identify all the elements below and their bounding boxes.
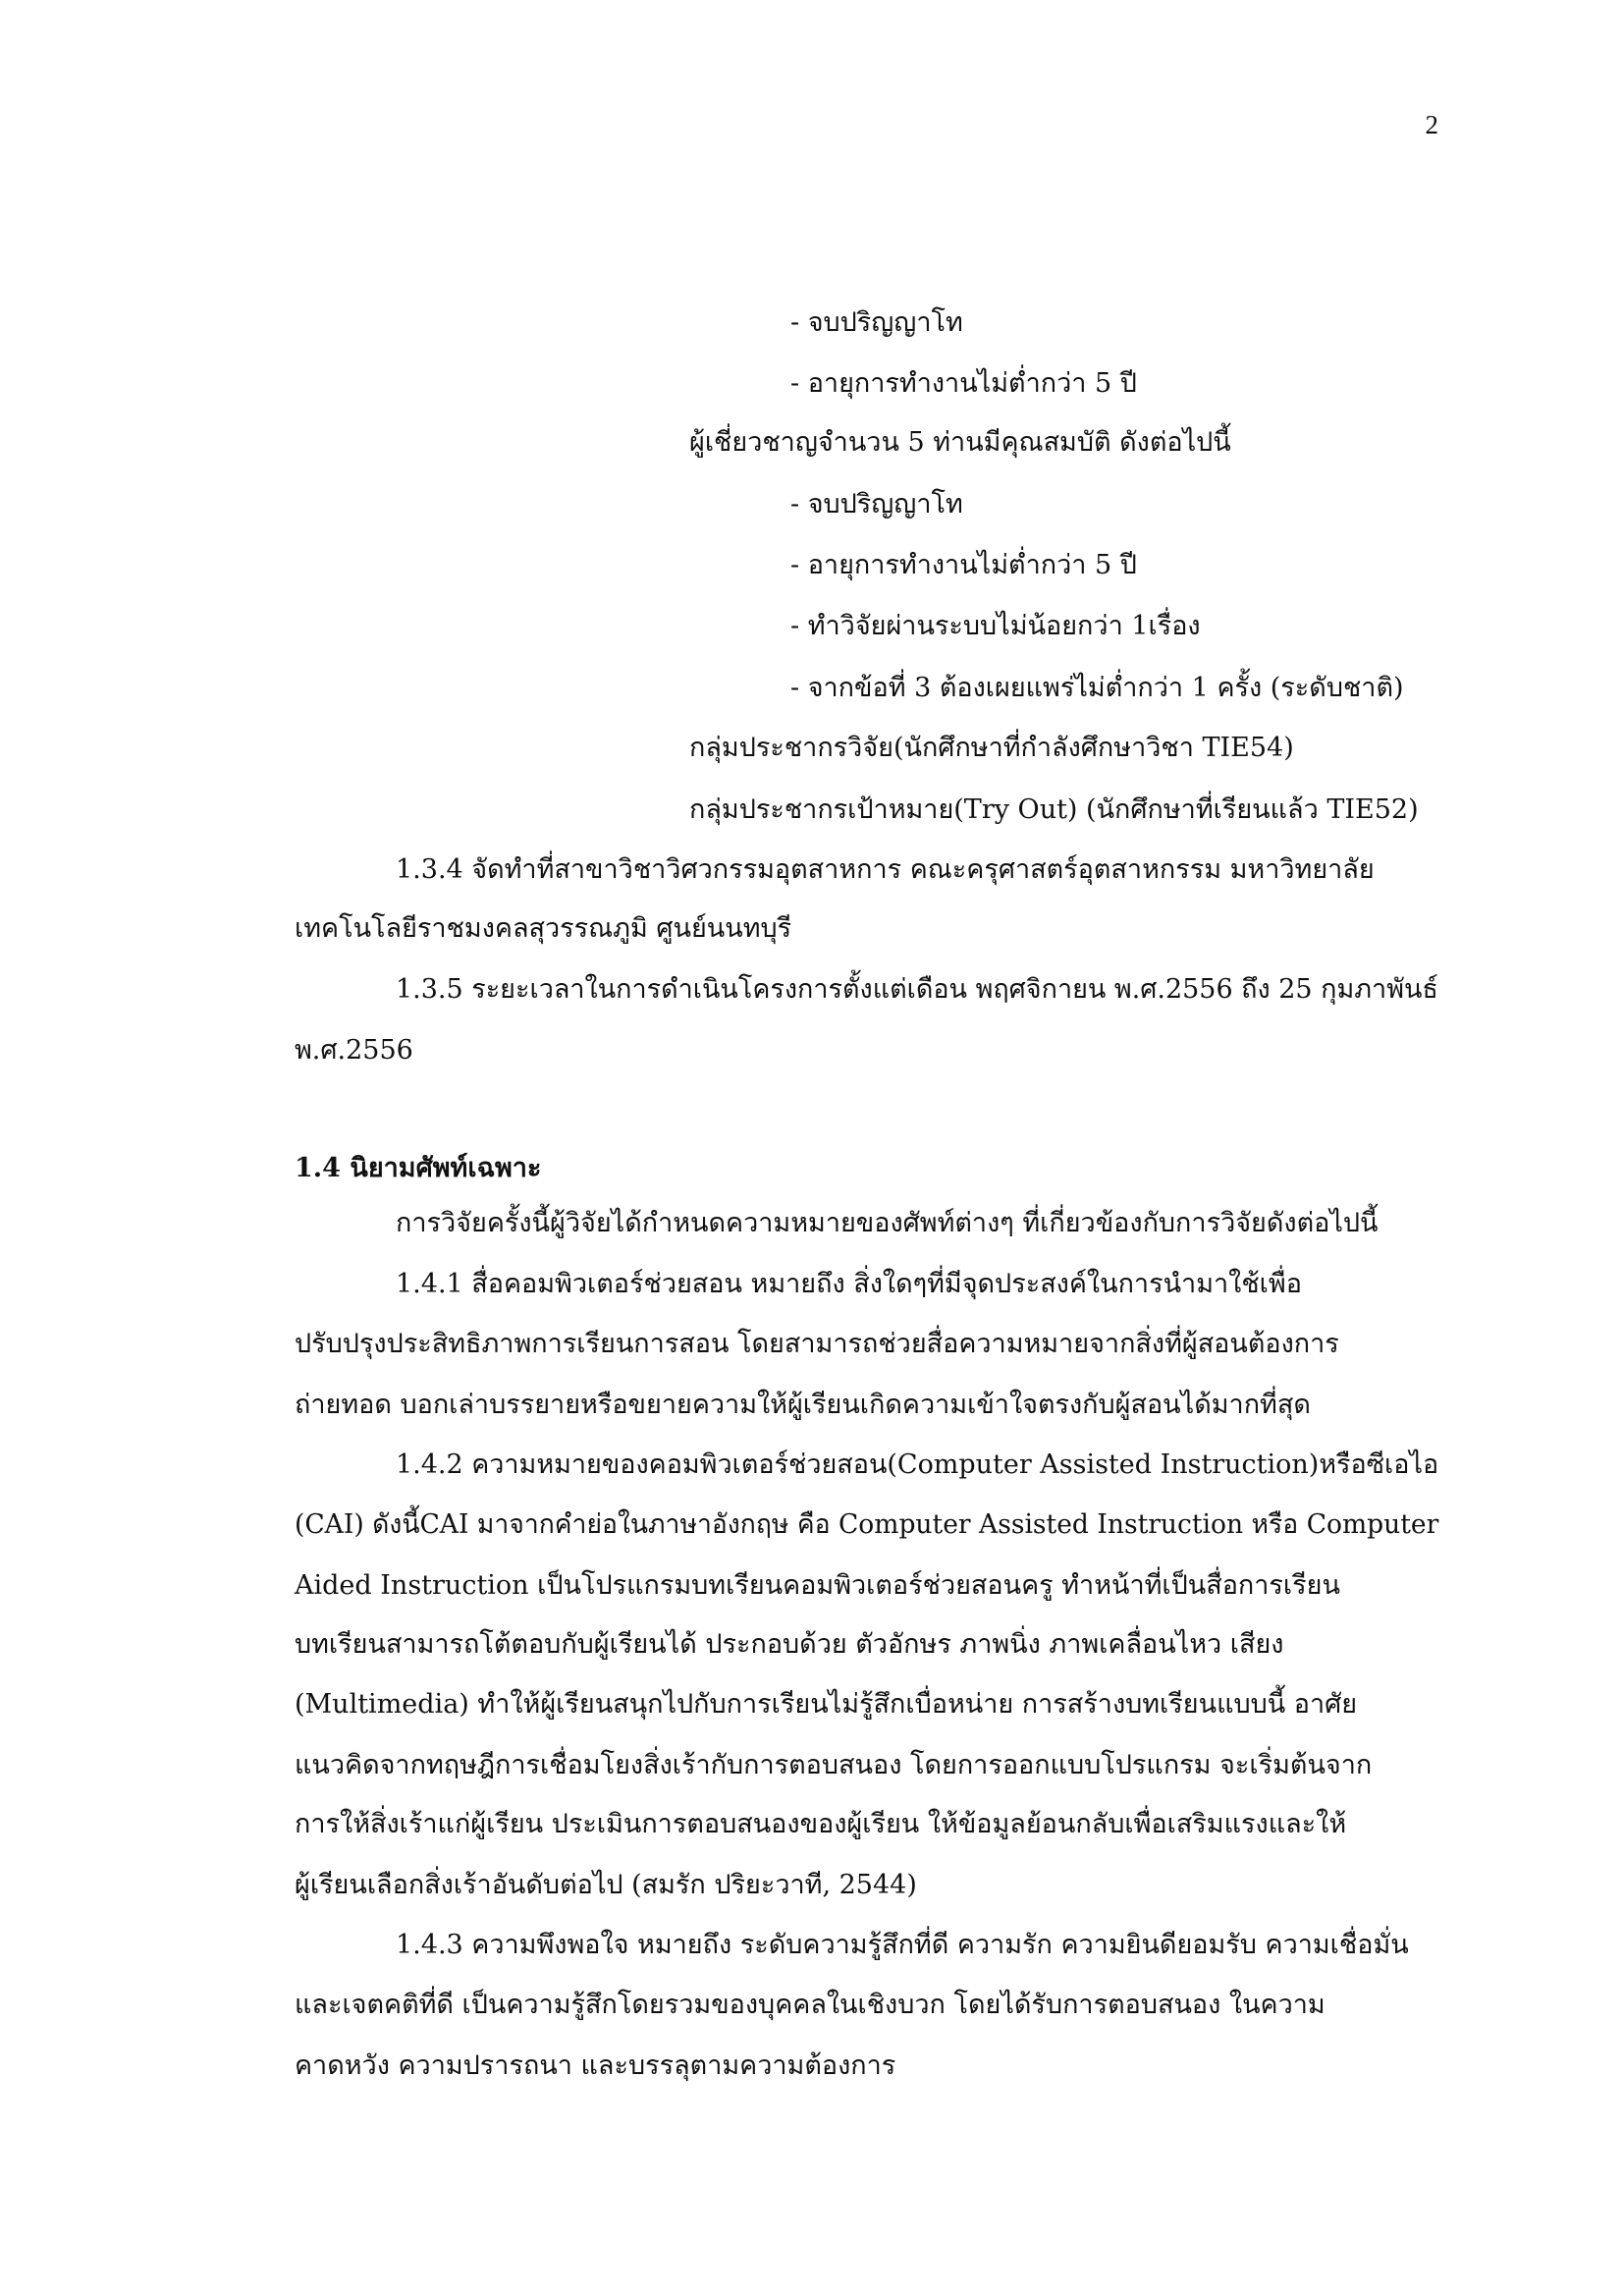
paragraph-line: การให้สิ่งเร้าแก่ผู้เรียน ประเมินการตอบสนองของผู้เรียน ให้ข้อมูลย้อนกลับเพื่อเสริมแรงและให้: [295, 1809, 1347, 1839]
paragraph-line: ปรับปรุงประสิทธิภาพการเรียนการสอน โดยสามารถช่วยสื่อความหมายจากสิ่งที่ผู้สอนต้องการ: [295, 1329, 1339, 1359]
paragraph-line: ถ่ายทอด บอกเล่าบรรยายหรือขยายความให้ผู้เรียนเกิดความเข้าใจตรงกับผู้สอนได้มากที่สุด: [295, 1390, 1311, 1420]
paragraph-line: แนวคิดจากทฤษฎีการเชื่อมโยงสิ่งเร้ากับการตอบสนอง โดยการออกแบบโปรแกรม จะเริ่มต้นจาก: [295, 1750, 1373, 1780]
bullet-item: - จบปริญญาโท: [790, 307, 963, 338]
paragraph-line: 1.4.1 สื่อคอมพิวเตอร์ช่วยสอน หมายถึง สิ่งใดๆที่มีจุดประสงค์ในการนำมาใช้เพื่อ: [396, 1269, 1302, 1299]
section-1-4-intro: การวิจัยครั้งนี้ผู้วิจัยได้กำหนดความหมายของศัพท์ต่างๆ ที่เกี่ยวข้องกับการวิจัยดังต่อไปนี้: [396, 1208, 1379, 1238]
section-heading: 1.4 นิยามศัพท์เฉพาะ: [295, 1153, 542, 1183]
section-1-3-5-line: 1.3.5 ระยะเวลาในการดำเนินโครงการตั้งแต่เดือน พฤศจิกายน พ.ศ.2556 ถึง 25 กุมภาพันธ์: [396, 974, 1438, 1005]
bullet-item: - อายุการทำงานไม่ต่ำกว่า 5 ปี: [790, 550, 1137, 580]
experts-intro: ผู้เชี่ยวชาญจำนวน 5 ท่านมีคุณสมบัติ ดังต่อไปนี้: [689, 427, 1231, 458]
paragraph-line: (Multimedia) ทำให้ผู้เรียนสนุกไปกับการเรียนไม่รู้สึกเบื่อหน่าย การสร้างบทเรียนแบบนี้ อาศัย: [295, 1689, 1358, 1720]
bullet-item: - ทำวิจัยผ่านระบบไม่น้อยกว่า 1เรื่อง: [790, 611, 1201, 641]
section-1-3-4-line: เทคโนโลยีราชมงคลสุวรรณภูมิ ศูนย์นนทบุรี: [295, 913, 792, 944]
bullet-item: - อายุการทำงานไม่ต่ำกว่า 5 ปี: [790, 368, 1137, 399]
section-1-3-4-line: 1.3.4 จัดทำที่สาขาวิชาวิศวกรรมอุตสาหการ คณะครุศาสตร์อุตสาหกรรม มหาวิทยาลัย: [396, 854, 1375, 885]
population-research: กลุ่มประชากรวิจัย(นักศึกษาที่กำลังศึกษาวิชา TIE54): [689, 733, 1294, 763]
bullet-item: - จากข้อที่ 3 ต้องเผยแพร่ไม่ต่ำกว่า 1 ครั้ง (ระดับชาติ): [790, 673, 1404, 703]
paragraph-line: 1.4.2 ความหมายของคอมพิวเตอร์ช่วยสอน(Computer Assisted Instruction)หรือซีเอไอ: [396, 1449, 1439, 1480]
paragraph-line: Aided Instruction เป็นโปรแกรมบทเรียนคอมพิวเตอร์ช่วยสอนครู ทำหน้าที่เป็นสื่อการเรียน: [295, 1570, 1340, 1601]
paragraph-line: บทเรียนสามารถโต้ตอบกับผู้เรียนได้ ประกอบด้วย ตัวอักษร ภาพนิ่ง ภาพเคลื่อนไหว เสียง: [295, 1629, 1284, 1660]
paragraph-line: ผู้เรียนเลือกสิ่งเร้าอันดับต่อไป (สมรัก ปริยะวาที, 2544): [295, 1870, 917, 1900]
paragraph-line: (CAI) ดังนี้CAI มาจากคำย่อในภาษาอังกฤษ คือ Computer Assisted Instruction หรือ Computer: [295, 1509, 1439, 1540]
page-number: 2: [1425, 110, 1438, 139]
paragraph-line: 1.4.3 ความพึงพอใจ หมายถึง ระดับความรู้สึกที่ดี ความรัก ความยินดียอมรับ ความเชื่อมั่น: [396, 1930, 1409, 1960]
paragraph-line: และเจตคติที่ดี เป็นความรู้สึกโดยรวมของบุคคลในเชิงบวก โดยได้รับการตอบสนอง ในความ: [295, 1990, 1325, 2020]
bullet-item: - จบปริญญาโท: [790, 489, 963, 519]
section-1-3-5-line: พ.ศ.2556: [295, 1035, 413, 1066]
paragraph-line: คาดหวัง ความปรารถนา และบรรลุตามความต้องการ: [295, 2050, 896, 2081]
population-target: กลุ่มประชากรเป้าหมาย(Try Out) (นักศึกษาที่เรียนแล้ว TIE52): [689, 794, 1419, 825]
